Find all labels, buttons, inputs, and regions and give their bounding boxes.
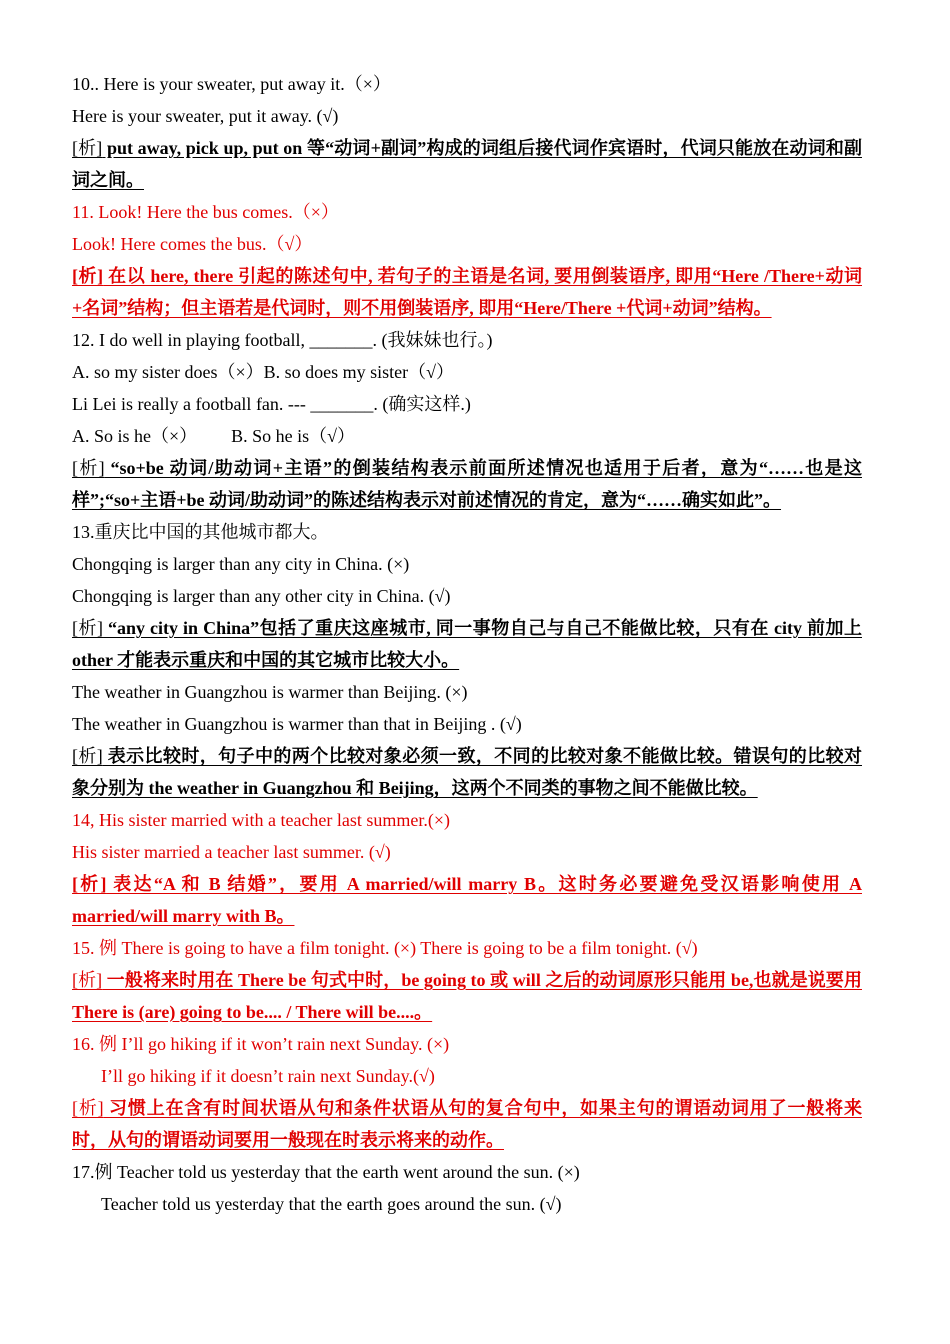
note-tag: [析]: [72, 458, 105, 478]
item-13b-wrong: The weather in Guangzhou is warmer than Beijing. (×): [72, 682, 468, 702]
item-12-question-b: Li Lei is really a football fan. --- _______. (确实这样.): [72, 394, 471, 414]
item-13-wrong: Chongqing is larger than any city in China. (×): [72, 554, 410, 574]
note-12: [72, 452, 862, 516]
item-11-right: Look! Here comes the bus.（√）: [72, 234, 313, 254]
option-b: B. So he is（√）: [231, 426, 356, 446]
item-14-right: His sister married a teacher last summer. (√): [72, 842, 391, 862]
note-text: “so+be 动词/助动词+主语”的倒装结构表示前面所述情况也适用于后者，意为“……也是这样”;“so+主语+be 动词/助动词”的陈述结构表示对前述情况的肯定，意为“……确实如此”。: [72, 458, 862, 510]
note-15: [72, 964, 862, 1028]
item-13-right: Chongqing is larger than any other city in China. (√): [72, 586, 451, 606]
item-17-wrong: 17.例 Teacher told us yesterday that the earth went around the sun. (×): [72, 1162, 580, 1182]
item-13b-right: The weather in Guangzhou is warmer than that in Beijing . (√): [72, 714, 522, 734]
item-13-title: 13.重庆比中国的其他城市都大。: [72, 522, 329, 542]
item-11-wrong: 11. Look! Here the bus comes.（×）: [72, 202, 339, 222]
note-text: “any city in China”包括了重庆这座城市, 同一事物自己与自己不能做比较，只有在 city 前加上 other 才能表示重庆和中国的其它城市比较大小。: [72, 618, 862, 670]
item-12-options: A. so my sister does（×）B. so does my sister（√）: [72, 362, 455, 382]
note-10: [72, 132, 862, 196]
note-text: put away, pick up, put on 等“动词+副词”构成的词组后接代词作宾语时，代词只能放在动词和副词之间。: [72, 138, 862, 190]
note-11: [72, 260, 862, 324]
item-16-wrong: 16. 例 I’ll go hiking if it won’t rain next Sunday. (×): [72, 1034, 450, 1054]
note-tag: [析]: [72, 1098, 104, 1118]
item-16-right: I’ll go hiking if it doesn’t rain next Sunday.(√): [101, 1066, 435, 1086]
item-12-options-b: [72, 420, 862, 452]
note-text: 在以 here, there 引起的陈述句中, 若句子的主语是名词, 要用倒装语序, 即用“Here /There+动词+名词”结构；但主语若是代词时，则不用倒装语序, 即用“Here/There +代词+动词”结构。: [72, 266, 862, 318]
note-13: [72, 612, 862, 676]
option-a: A. So is he（×）: [72, 426, 198, 446]
item-12-question: 12. I do well in playing football, _______. (我妹妹也行。): [72, 330, 493, 350]
document-page: [72, 68, 862, 1220]
note-13b: [72, 740, 862, 804]
note-14: [72, 868, 862, 932]
note-text: 表达“A 和 B 结婚”，要用 A married/will marry B。这时务必要避免受汉语影响使用 A married/will marry with B。: [72, 874, 862, 926]
note-text: 表示比较时，句子中的两个比较对象必须一致，不同的比较对象不能做比较。错误句的比较对象分别为 the weather in Guangzhou 和 Beijing，这两个不同类的事物之间不能做比较。: [72, 746, 862, 798]
item-10-right: Here is your sweater, put it away. (√): [72, 106, 339, 126]
item-10-wrong: 10.. Here is your sweater, put away it.（×）: [72, 74, 391, 94]
note-tag: [析]: [72, 618, 104, 638]
note-tag: [析]: [72, 138, 103, 158]
note-tag: [析]: [72, 746, 103, 766]
note-text: 一般将来时用在 There be 句式中时，be going to 或 will 之后的动词原形只能用 be,也就是说要用 There is (are) going to be.... / There will be....。: [72, 970, 862, 1022]
item-15: 15. 例 There is going to have a film tonight. (×) There is going to be a film tonight. (√): [72, 938, 698, 958]
item-14-wrong: 14, His sister married with a teacher last summer.(×): [72, 810, 451, 830]
note-tag: [析]: [72, 266, 104, 286]
item-17-right: Teacher told us yesterday that the earth goes around the sun. (√): [101, 1194, 562, 1214]
note-tag: [析]: [72, 874, 107, 894]
note-tag: [析]: [72, 970, 103, 990]
note-16: [72, 1092, 862, 1156]
note-text: 习惯上在含有时间状语从句和条件状语从句的复合句中，如果主句的谓语动词用了一般将来时，从句的谓语动词要用一般现在时表示将来的动作。: [72, 1098, 862, 1150]
